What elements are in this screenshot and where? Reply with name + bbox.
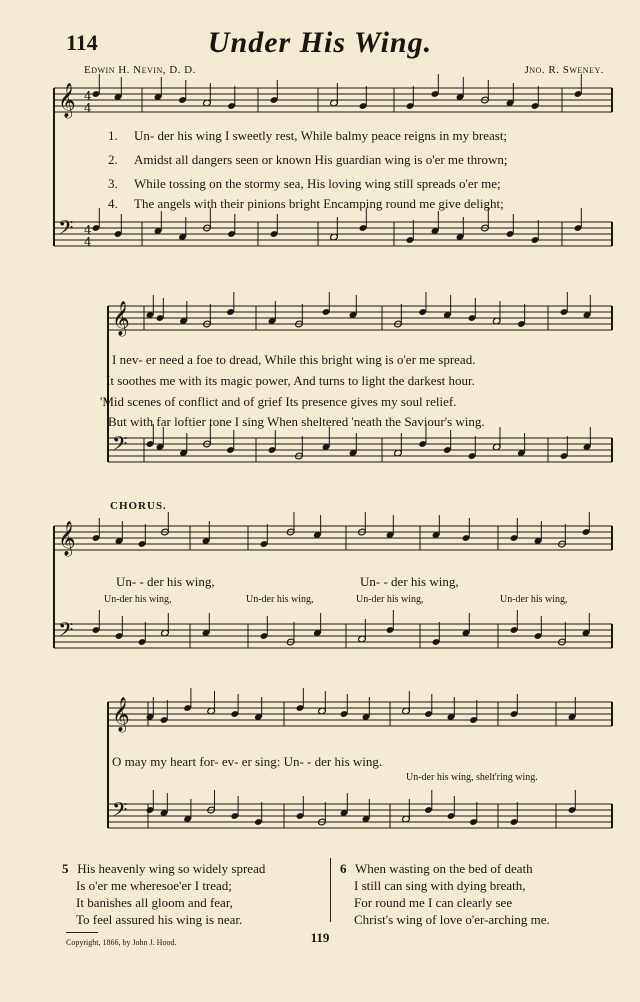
- treble-clef: 𝄞: [58, 521, 76, 556]
- hymn-number: 114: [66, 30, 98, 55]
- time-signature-bottom: 4: [84, 235, 92, 249]
- page-number: 119: [310, 930, 330, 945]
- time-signature-top: 4: [84, 223, 92, 237]
- treble-clef: 𝄞: [112, 301, 130, 336]
- composer-credit: Jno. R. Sweney.: [524, 64, 604, 76]
- stanza-5: 5 His heavenly wing so widely spread Is o'er me wheresoe'er I tread; It banishes all gloom and fear, To feel assured his wing is near.: [62, 861, 266, 927]
- bass-clef: 𝄢: [112, 432, 128, 460]
- chorus-echo-1: Un-der his wing,: [104, 594, 172, 605]
- chorus-lyric-2: Un- - der his wing,: [360, 574, 459, 589]
- verse-1-line: 1. Un- der his wing I sweetly rest, While balmy peace reigns in my breast;: [108, 128, 508, 143]
- copyright-notice: Copyright, 1866, by John J. Hood.: [66, 938, 177, 947]
- chorus-echo-2: Un-der his wing,: [246, 594, 314, 605]
- treble-clef: 𝄞: [58, 83, 76, 118]
- chorus-echo-4: Un-der his wing,: [500, 594, 568, 605]
- bass-clef: 𝄢: [58, 618, 74, 646]
- stanza-divider: [330, 858, 331, 922]
- verse-3-refrain-line: 'Mid scenes of conflict and of grief Its presence gives my soul relief.: [100, 394, 457, 409]
- verse-4-refrain-line: But with far loftier tone I sing When sheltered 'neath the Saviour's wing.: [108, 414, 485, 429]
- time-signature-top: 4: [84, 89, 92, 103]
- time-signature-bottom: 4: [84, 101, 92, 115]
- verse-3-line: 3. While tossing on the stormy sea, His loving wing still spreads o'er me;: [108, 176, 501, 191]
- hymn-title: Under His Wing.: [207, 26, 433, 59]
- stanza-6: 6 When wasting on the bed of death I still can sing with dying breath, For round me I can clearly see Christ's wing of love o'er-arching me.: [340, 861, 550, 927]
- chorus-lyric-1: Un- - der his wing,: [116, 574, 215, 589]
- chorus-echo-3: Un-der his wing,: [356, 594, 424, 605]
- verse-1-refrain-line: I nev- er need a foe to dread, While this bright wing is o'er me spread.: [112, 352, 476, 367]
- bass-clef: 𝄢: [112, 798, 128, 826]
- author-credit: Edwin H. Nevin, D. D.: [84, 64, 196, 76]
- treble-clef: 𝄞: [112, 697, 130, 732]
- verse-2-refrain-line: It soothes me with its magic power, And turns to light the darkest hour.: [106, 373, 475, 388]
- final-lyric: O may my heart for- ev- er sing: Un- - der his wing.: [112, 754, 383, 769]
- chorus-label: CHORUS.: [110, 500, 167, 512]
- verse-2-line: 2. Amidst all dangers seen or known His guardian wing is o'er me thrown;: [108, 152, 508, 167]
- verse-4-line: 4. The angels with their pinions bright Encamping round me give delight;: [108, 196, 504, 211]
- final-echo: Un-der his wing, shelt'ring wing.: [406, 772, 538, 783]
- bass-clef: 𝄢: [58, 216, 74, 244]
